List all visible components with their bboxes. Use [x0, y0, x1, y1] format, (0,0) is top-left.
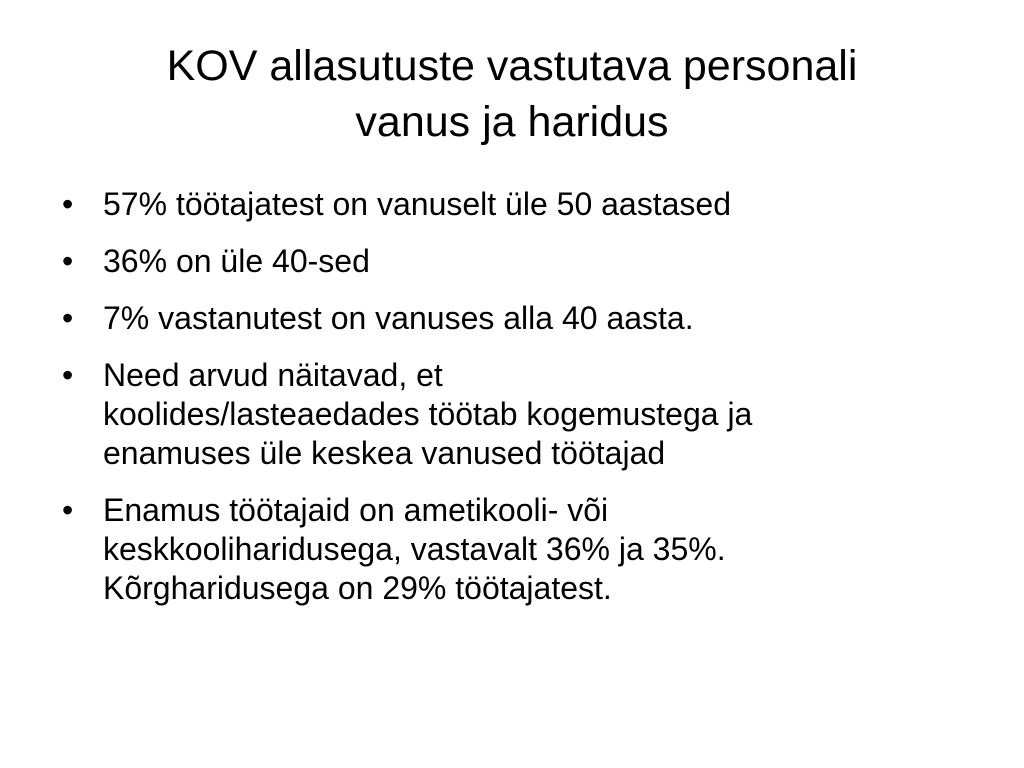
- bullet-text-4-line-1: Need arvud näitavad, et: [103, 357, 443, 393]
- bullet-text-5-line-3: Kõrgharidusega on 29% töötajatest.: [103, 570, 612, 606]
- bullet-item-2: [62, 242, 962, 281]
- slide-title: [80, 38, 944, 150]
- bullet-item-1: [62, 185, 962, 224]
- bullet-text-4-line-3: enamuses üle keskea vanused töötajad: [103, 435, 666, 471]
- bullet-item-3: [62, 299, 962, 338]
- slide-title-line-1: KOV allasutuste vastutava personali: [166, 42, 858, 90]
- bullet-text-4-line-2: koolides/lasteaedades töötab kogemustega ja: [103, 396, 753, 432]
- bullet-list: [62, 185, 962, 626]
- bullet-text-3-line-1: 7% vastanutest on vanuses alla 40 aasta.: [103, 300, 694, 336]
- bullet-text-5-line-1: Enamus töötajaid on ametikooli- või: [103, 492, 609, 528]
- bullet-dot-icon: •: [62, 243, 74, 279]
- bullet-item-4: [62, 356, 962, 473]
- bullet-dot-icon: •: [62, 300, 74, 336]
- bullet-dot-icon: •: [62, 492, 74, 528]
- bullet-dot-icon: •: [62, 186, 74, 222]
- slide-title-line-2: vanus ja haridus: [355, 98, 669, 146]
- bullet-dot-icon: •: [62, 357, 74, 393]
- bullet-text-1-line-1: 57% töötajatest on vanuselt üle 50 aastased: [103, 186, 731, 222]
- bullet-item-5: [62, 491, 962, 608]
- bullet-text-5-line-2: keskkooliharidusega, vastavalt 36% ja 35%.: [103, 531, 726, 567]
- bullet-text-2-line-1: 36% on üle 40-sed: [103, 243, 370, 279]
